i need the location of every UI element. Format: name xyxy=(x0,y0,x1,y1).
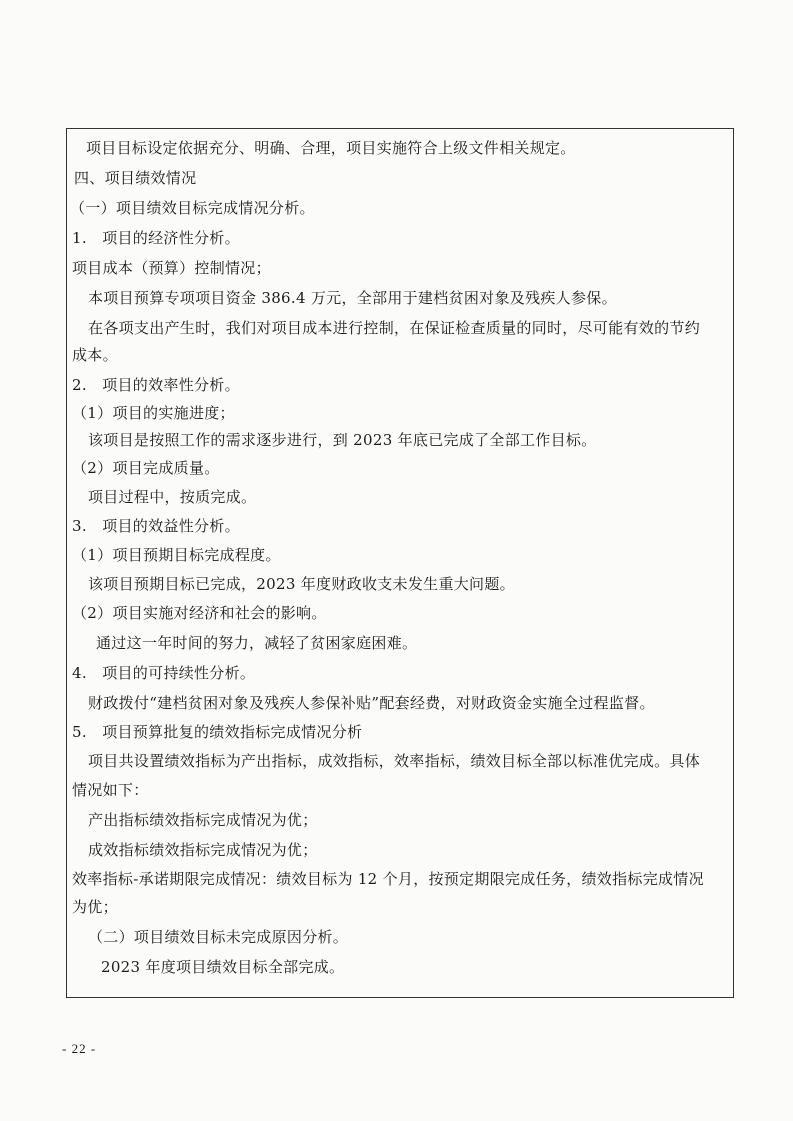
paragraph-line: 效率指标-承诺期限完成情况：绩效目标为 12 个月，按预定期限完成任务，绩效指标完成情况 xyxy=(72,870,704,888)
paragraph-line: 成效指标绩效指标完成情况为优； xyxy=(88,841,318,859)
paragraph-line: 项目目标设定依据充分、明确、合理，项目实施符合上级文件相关规定。 xyxy=(86,139,576,157)
subitem-heading: （2）项目完成质量。 xyxy=(72,459,220,477)
subsection-heading: （二）项目绩效目标未完成原因分析。 xyxy=(88,928,349,946)
item-heading: 3. 项目的效益性分析。 xyxy=(72,517,240,535)
paragraph-line: 在各项支出产生时，我们对项目成本进行控制，在保证检查质量的同时，尽可能有效的节约 xyxy=(88,319,701,337)
paragraph-line: 项目过程中，按质完成。 xyxy=(88,488,257,506)
item-heading: 1. 项目的经济性分析。 xyxy=(72,229,240,247)
subitem-heading: （1）项目预期目标完成程度。 xyxy=(72,546,281,564)
paragraph-line: 为优； xyxy=(72,898,118,916)
item-heading: 5. 项目预算批复的绩效指标完成情况分析 xyxy=(72,723,363,741)
subitem-heading: （2）项目实施对经济和社会的影响。 xyxy=(72,604,327,622)
paragraph-line: 该项目预期目标已完成，2023 年度财政收支未发生重大问题。 xyxy=(88,575,515,593)
subsection-heading: （一）项目绩效目标完成情况分析。 xyxy=(70,199,315,217)
paragraph-line: 产出指标绩效指标完成情况为优； xyxy=(88,811,318,829)
paragraph-line: 项目成本（预算）控制情况； xyxy=(72,259,271,277)
paragraph-line: 通过这一年时间的努力，减轻了贫困家庭困难。 xyxy=(96,634,418,652)
paragraph-line: 2023 年度项目绩效目标全部完成。 xyxy=(101,958,345,976)
paragraph-line: 本项目预算专项项目资金 386.4 万元，全部用于建档贫困对象及残疾人参保。 xyxy=(88,289,617,307)
paragraph-line: 成本。 xyxy=(72,346,118,364)
subitem-heading: （1）项目的实施进度； xyxy=(72,404,235,422)
item-heading: 4. 项目的可持续性分析。 xyxy=(72,664,256,682)
paragraph-line: 该项目是按照工作的需求逐步进行，到 2023 年底已完成了全部工作目标。 xyxy=(88,431,597,449)
paragraph-line: 情况如下： xyxy=(72,781,149,799)
section-heading: 四、项目绩效情况 xyxy=(74,169,197,187)
paragraph-line: 项目共设置绩效指标为产出指标，成效指标，效率指标，绩效目标全部以标准优完成。具体 xyxy=(88,752,701,770)
item-heading: 2. 项目的效率性分析。 xyxy=(72,376,240,394)
paragraph-line: 财政拨付“建档贫困对象及残疾人参保补贴”配套经费，对财政资金实施全过程监督。 xyxy=(88,694,655,712)
page-number: - 22 - xyxy=(62,1041,97,1056)
